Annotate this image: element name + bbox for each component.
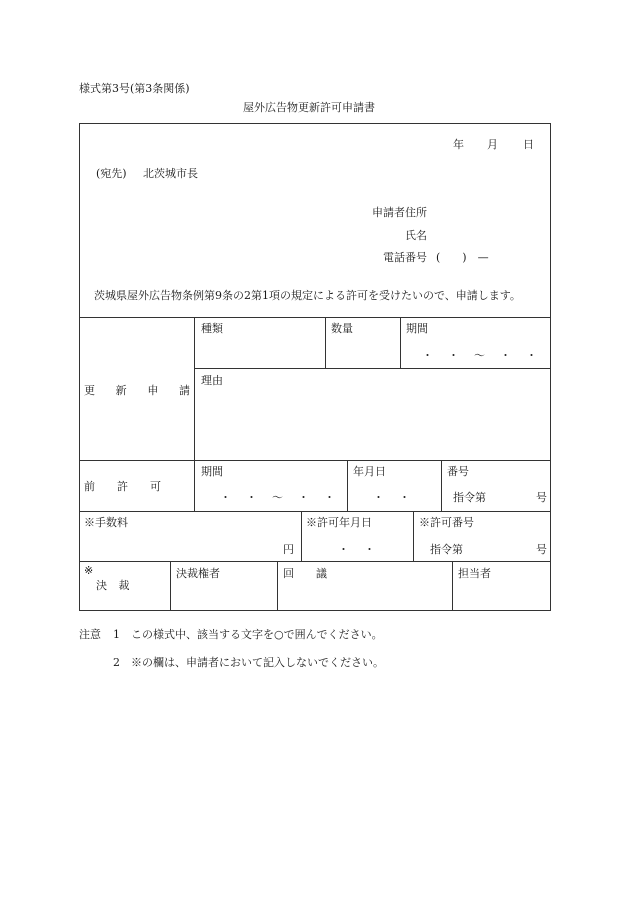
reason-label: 理由 (201, 374, 223, 387)
note-2-number: 2 (113, 656, 120, 669)
col-line-permit-number (413, 511, 414, 562)
fee-label: ※手数料 (84, 516, 128, 529)
prev-date-label: 年月日 (353, 465, 386, 478)
row-line-renewal-mid (195, 368, 551, 369)
col-line-label (194, 317, 195, 512)
decision-mark: ※ (84, 564, 94, 577)
previous-permit-label: 前 許 可 (84, 480, 161, 493)
addressee-name: 北茨城市長 (143, 167, 198, 180)
applicant-phone-label: 電話番号 (383, 251, 427, 264)
form-number: 様式第3号(第3条関係) (79, 82, 190, 95)
prev-number-suffix: 号 (536, 491, 547, 504)
period-label: 期間 (406, 322, 428, 335)
table-border-right (550, 123, 551, 611)
period-format: ・ ・ ～ ・ ・ (422, 349, 539, 362)
prev-date-format: ・ ・ (373, 491, 412, 504)
col-line-prev-number (441, 460, 442, 512)
note-1-text: この様式中、該当する文字を○で囲んでください。 (131, 628, 383, 641)
applicant-name-label: 氏名 (405, 229, 427, 242)
person-in-charge-label: 担当者 (458, 567, 491, 580)
col-line-authority (170, 561, 171, 611)
applicant-address-label: 申請者住所 (372, 206, 427, 219)
note-1-number: 1 (113, 628, 120, 641)
permit-number-label: ※許可番号 (419, 516, 474, 529)
permit-designation-label: 指令第 (430, 543, 463, 556)
prev-period-format: ・ ・ ～ ・ ・ (220, 491, 337, 504)
col-line-permit-date (301, 511, 302, 562)
table-border-top (79, 123, 551, 124)
note-2-text: ※の欄は、申請者において記入しないでください。 (131, 656, 384, 669)
applicant-phone-format: ( ) — (436, 251, 489, 264)
prev-designation-label: 指令第 (453, 491, 486, 504)
row-line-fee-end (79, 561, 551, 562)
application-statement: 茨城県屋外広告物条例第9条の2第1項の規定による許可を受けたいので、申請します。 (94, 289, 521, 302)
col-line-prev-date (347, 460, 348, 512)
permit-date-label: ※許可年月日 (306, 516, 372, 529)
addressee-prefix: (宛先) (96, 167, 127, 180)
table-border-left (79, 123, 80, 611)
prev-period-label: 期間 (201, 465, 223, 478)
date-year-label: 年 (453, 138, 464, 151)
permit-date-format: ・ ・ (338, 543, 377, 556)
table-border-bottom (79, 610, 551, 611)
permit-number-suffix: 号 (536, 543, 547, 556)
prev-number-label: 番号 (447, 465, 469, 478)
col-line-quantity (325, 317, 326, 369)
date-day-label: 日 (523, 138, 534, 151)
consultation-label: 回 議 (283, 567, 327, 580)
col-line-consultation (277, 561, 278, 611)
form-title: 屋外広告物更新許可申請書 (243, 101, 375, 114)
col-line-person-in-charge (452, 561, 453, 611)
decision-label: 決 裁 (96, 579, 134, 592)
type-label: 種類 (201, 322, 223, 335)
date-month-label: 月 (487, 138, 498, 151)
caution-label: 注意 (79, 628, 101, 641)
row-line-applicant-end (79, 317, 551, 318)
fee-yen: 円 (283, 543, 294, 556)
renewal-label: 更 新 申 請 (84, 384, 190, 397)
authority-label: 決裁権者 (176, 567, 220, 580)
col-line-period (400, 317, 401, 369)
quantity-label: 数量 (331, 322, 353, 335)
row-line-renewal-end (79, 460, 551, 461)
row-line-previous-end (79, 511, 551, 512)
